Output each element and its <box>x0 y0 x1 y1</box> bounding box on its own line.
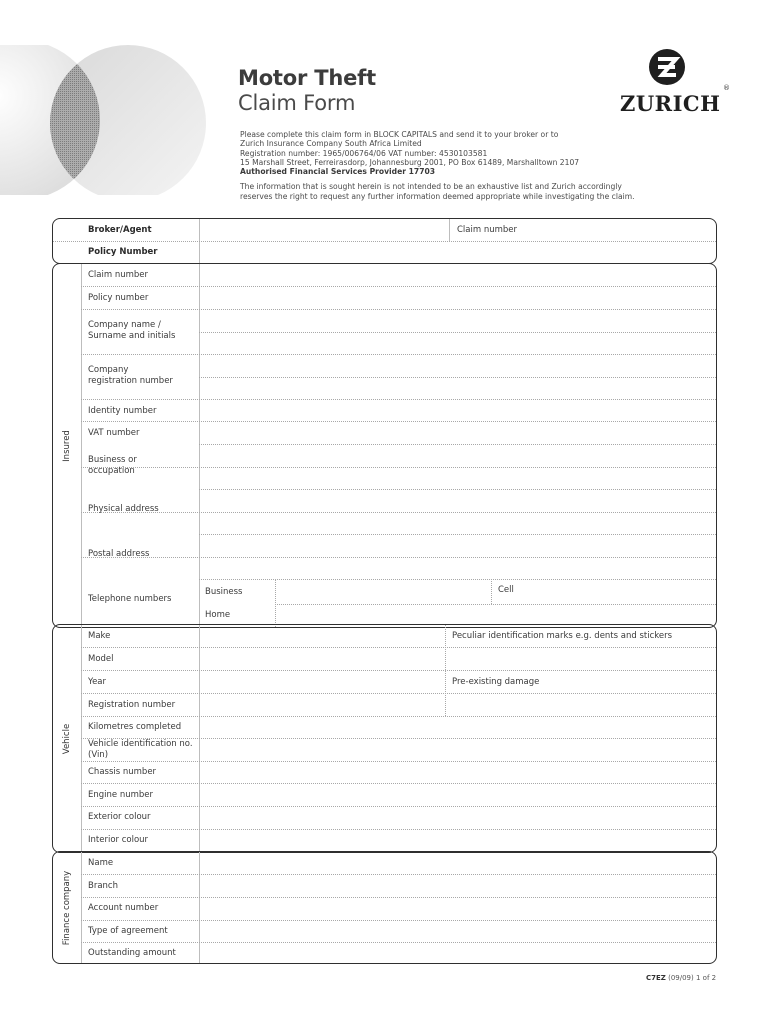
company-registration-field[interactable] <box>200 355 716 399</box>
peculiar-marks-label: Peculiar identification marks e.g. dents and stickers <box>452 631 673 641</box>
finance-name-label: Name <box>88 858 114 868</box>
interior-colour-field[interactable] <box>200 830 716 853</box>
insured-claim-number-label: Claim number <box>88 270 149 280</box>
intro-line-5: Authorised Financial Services Provider 17703 <box>240 167 436 177</box>
tel-cell-field[interactable] <box>492 580 716 604</box>
intro-note-1: The information that is sought herein is not intended to be an exhaustive list and Zurich accordingly <box>240 182 622 192</box>
intro-line-1: Please complete this claim form in BLOCK CAPITALS and send it to your broker or to <box>240 130 559 139</box>
intro-line-2: Zurich Insurance Company South Africa Limited <box>240 139 422 149</box>
finance-section <box>52 851 717 964</box>
broker-agent-label: Broker/Agent <box>88 225 152 235</box>
year-field[interactable] <box>200 671 445 693</box>
vin-label: Vehicle identification no. (Vin) <box>88 739 193 760</box>
policy-number-field[interactable] <box>200 242 716 264</box>
pre-existing-damage-label: Pre-existing damage <box>452 677 540 687</box>
identity-number-field[interactable] <box>200 400 716 421</box>
finance-branch-label: Branch <box>88 881 118 891</box>
year-label: Year <box>88 677 106 687</box>
business-occupation-label: Business or occupation <box>88 455 137 476</box>
vat-number-field[interactable] <box>200 422 716 444</box>
interior-colour-label: Interior colour <box>88 835 149 845</box>
vehicle-section <box>52 624 717 853</box>
insured-policy-number-label: Policy number <box>88 293 149 303</box>
policy-number-label: Policy Number <box>88 247 158 257</box>
finance-name-field[interactable] <box>200 852 716 874</box>
identity-number-label: Identity number <box>88 406 157 416</box>
intro-line-4: 15 Marshall Street, Ferreirasdorp, Johannesburg 2001, PO Box 61489, Marshalltown 2107 <box>240 157 580 167</box>
insured-side <box>53 264 81 627</box>
outstanding-amount-field[interactable] <box>200 943 716 964</box>
registration-number-label: Registration number <box>88 700 176 710</box>
insured-policy-number-field[interactable] <box>200 287 716 309</box>
model-label: Model <box>88 654 114 664</box>
form-version: (09/09) <box>668 974 694 982</box>
postal-address-field[interactable] <box>200 535 716 579</box>
title-motor-theft: Motor Theft <box>238 66 376 90</box>
top-claim-number-label: Claim number <box>457 225 518 235</box>
finance-section-label: Finance company <box>62 870 72 945</box>
account-number-field[interactable] <box>200 898 716 920</box>
company-registration-label: Company registration number <box>88 365 173 386</box>
intro-text <box>240 130 720 201</box>
vehicle-side <box>53 625 81 852</box>
zurich-logo <box>620 48 730 118</box>
form-code: C7EZ <box>646 974 666 982</box>
finance-branch-field[interactable] <box>200 875 716 897</box>
intro-line-3: Registration number: 1965/006764/06 VAT number: 4530103581 <box>240 148 488 158</box>
agreement-type-field[interactable] <box>200 921 716 942</box>
page-footer <box>646 974 716 982</box>
logo-wordmark: ZURICH <box>620 91 721 116</box>
registration-number-field[interactable] <box>200 694 445 716</box>
insured-section-label: Insured <box>62 429 72 462</box>
tel-cell-label: Cell <box>498 585 514 595</box>
tel-business-label: Business <box>205 587 243 597</box>
company-name-label: Company name / Surname and initials <box>88 320 176 341</box>
tel-home-label: Home <box>205 610 231 620</box>
broker-section <box>52 218 717 264</box>
chassis-number-label: Chassis number <box>88 767 157 777</box>
exterior-colour-field[interactable] <box>200 807 716 829</box>
top-claim-number-field[interactable] <box>450 219 716 241</box>
insured-section <box>52 263 717 628</box>
exterior-colour-label: Exterior colour <box>88 812 151 822</box>
intro-note-2: reserves the right to request any further information deemed appropriate while investigating the claim. <box>240 191 635 201</box>
make-field[interactable] <box>200 625 445 647</box>
company-name-field[interactable] <box>200 310 716 354</box>
vin-field[interactable] <box>200 739 716 761</box>
outstanding-amount-label: Outstanding amount <box>88 948 176 958</box>
engine-number-label: Engine number <box>88 790 154 800</box>
finance-side <box>53 852 81 963</box>
broker-agent-field[interactable] <box>200 219 449 241</box>
physical-address-label: Physical address <box>88 504 159 514</box>
vat-number-label: VAT number <box>88 428 140 438</box>
title-claim-form: Claim Form <box>238 91 356 115</box>
insured-claim-number-field[interactable] <box>200 264 716 286</box>
account-number-label: Account number <box>88 903 159 913</box>
zurich-z-icon <box>648 48 686 86</box>
make-label: Make <box>88 631 111 641</box>
business-occupation-field[interactable] <box>200 445 716 490</box>
kilometres-field[interactable] <box>200 717 716 738</box>
telephone-numbers-label: Telephone numbers <box>88 594 172 604</box>
page-indicator: 1 of 2 <box>695 974 717 982</box>
form-title <box>238 66 376 116</box>
peculiar-marks-field[interactable] <box>446 648 716 670</box>
registered-mark: ® <box>723 84 730 92</box>
pre-existing-damage-field[interactable] <box>446 694 716 716</box>
vehicle-section-label: Vehicle <box>62 723 72 754</box>
postal-address-label: Postal address <box>88 549 150 559</box>
physical-address-field[interactable] <box>200 490 716 534</box>
model-field[interactable] <box>200 648 445 670</box>
decorative-circles <box>0 45 220 195</box>
tel-business-field[interactable] <box>276 580 491 604</box>
chassis-number-field[interactable] <box>200 762 716 783</box>
engine-number-field[interactable] <box>200 784 716 806</box>
kilometres-label: Kilometres completed <box>88 722 182 732</box>
agreement-type-label: Type of agreement <box>88 926 168 936</box>
